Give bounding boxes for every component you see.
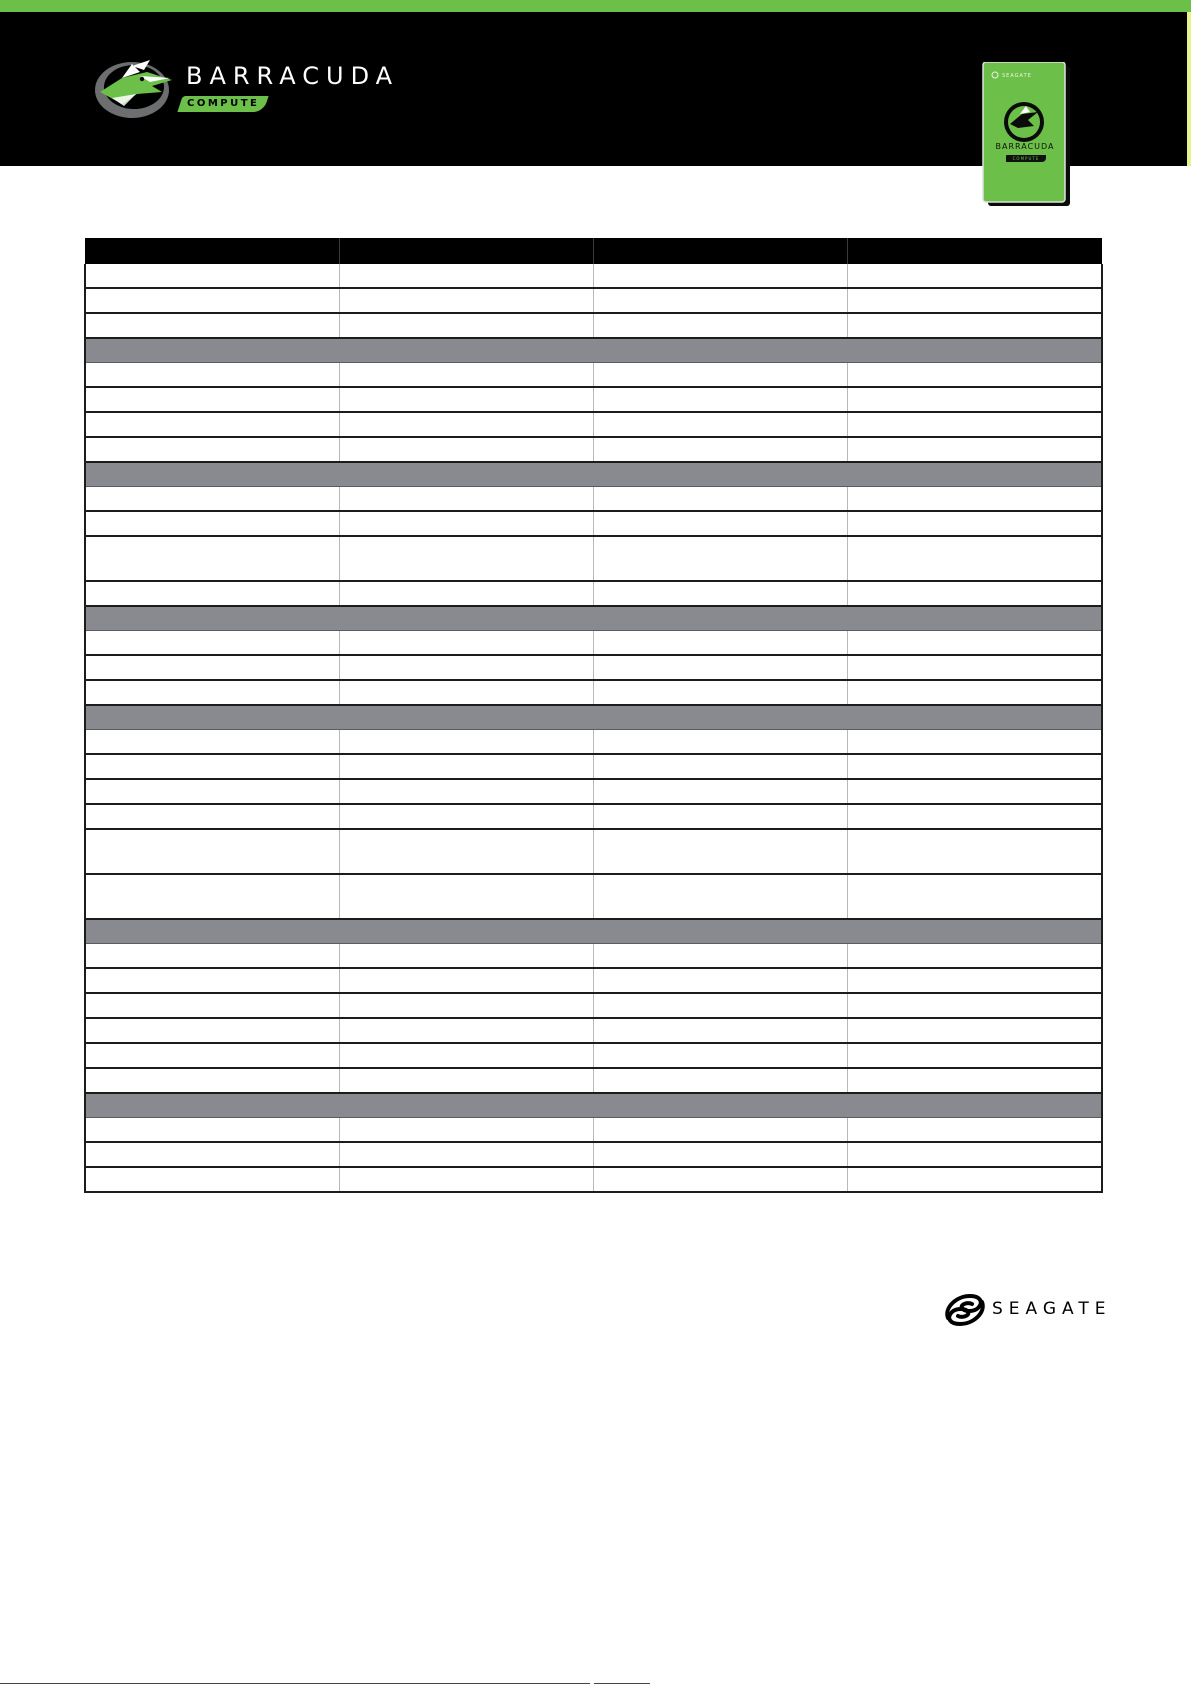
table-row [85, 829, 1102, 874]
product-brand-label: SEAGATE [1002, 73, 1032, 79]
table-cell [848, 1167, 1102, 1192]
table-cell [848, 730, 1102, 755]
table-cell [848, 487, 1102, 512]
table-cell [848, 779, 1102, 804]
table-row [85, 1018, 1102, 1043]
table-cell [339, 993, 593, 1018]
section-header-row [85, 338, 1102, 363]
header-cell [85, 238, 339, 264]
table-cell [85, 680, 339, 705]
section-header-cell [85, 705, 1102, 730]
table-cell [594, 779, 848, 804]
table-cell [85, 536, 339, 581]
table-cell [594, 536, 848, 581]
table-cell [339, 779, 593, 804]
table-row [85, 536, 1102, 581]
product-wordmark: BARRACUDA [995, 142, 1055, 151]
table-cell [339, 680, 593, 705]
section-header-row [85, 705, 1102, 730]
table-cell [594, 968, 848, 993]
table-cell [594, 264, 848, 288]
table-cell [594, 944, 848, 969]
table-cell [85, 874, 339, 919]
table-cell [848, 363, 1102, 388]
table-cell [339, 1018, 593, 1043]
top-accent-stripe [0, 0, 1191, 12]
table-cell [848, 313, 1102, 338]
table-row [85, 511, 1102, 536]
table-row [85, 313, 1102, 338]
table-cell [85, 511, 339, 536]
table-row [85, 944, 1102, 969]
table-cell [848, 387, 1102, 412]
seagate-swirl-icon [942, 1288, 988, 1332]
table-cell [339, 264, 593, 288]
header-cell [339, 238, 593, 264]
barracuda-fish-icon [92, 52, 182, 122]
table-cell [339, 655, 593, 680]
hard-drive-icon [982, 62, 1072, 208]
table-cell [848, 1068, 1102, 1093]
table-cell [339, 313, 593, 338]
table-cell [85, 993, 339, 1018]
table-cell [594, 829, 848, 874]
table-row [85, 1167, 1102, 1192]
spec-table [84, 238, 1103, 1193]
table-row [85, 1142, 1102, 1167]
product-drive-image [982, 62, 1072, 208]
table-cell [594, 581, 848, 606]
table-cell [85, 1018, 339, 1043]
table-cell [85, 730, 339, 755]
table-cell [85, 363, 339, 388]
table-cell [85, 968, 339, 993]
table-cell [848, 264, 1102, 288]
table-cell [848, 1018, 1102, 1043]
footer-rule [594, 1683, 650, 1684]
table-row [85, 655, 1102, 680]
table-row [85, 387, 1102, 412]
table-cell [85, 387, 339, 412]
table-cell [85, 264, 339, 288]
table-row [85, 680, 1102, 705]
table-cell [848, 581, 1102, 606]
header-edge-strip [1187, 12, 1191, 166]
table-cell [848, 536, 1102, 581]
table-cell [594, 511, 848, 536]
table-cell [594, 874, 848, 919]
table-cell [848, 874, 1102, 919]
table-cell [848, 829, 1102, 874]
table-cell [594, 313, 848, 338]
table-cell [85, 487, 339, 512]
section-header-row [85, 606, 1102, 631]
table-cell [339, 1043, 593, 1068]
table-cell [85, 631, 339, 656]
table-cell [594, 1142, 848, 1167]
table-cell [339, 412, 593, 437]
table-cell [848, 968, 1102, 993]
table-cell [339, 511, 593, 536]
table-cell [85, 437, 339, 462]
table-cell [85, 1043, 339, 1068]
table-cell [339, 804, 593, 829]
table-row [85, 412, 1102, 437]
table-cell [339, 363, 593, 388]
section-header-row [85, 919, 1102, 944]
table-row [85, 804, 1102, 829]
table-cell [339, 536, 593, 581]
table-row [85, 754, 1102, 779]
table-row [85, 779, 1102, 804]
table-cell [594, 387, 848, 412]
footer-rule [0, 1683, 590, 1684]
table-cell [339, 387, 593, 412]
table-cell [594, 655, 848, 680]
section-header-cell [85, 1093, 1102, 1118]
table-cell [339, 968, 593, 993]
table-cell [594, 804, 848, 829]
table-row [85, 363, 1102, 388]
table-row [85, 264, 1102, 288]
table-cell [848, 680, 1102, 705]
table-cell [848, 412, 1102, 437]
table-header-row [85, 238, 1102, 264]
table-cell [594, 993, 848, 1018]
table-cell [339, 1167, 593, 1192]
table-cell [848, 804, 1102, 829]
table-cell [339, 829, 593, 874]
table-cell [85, 829, 339, 874]
table-cell [594, 1018, 848, 1043]
section-header-cell [85, 462, 1102, 487]
table-cell [85, 779, 339, 804]
table-cell [848, 993, 1102, 1018]
table-row [85, 288, 1102, 313]
table-cell [339, 730, 593, 755]
table-cell [85, 1118, 339, 1143]
table-row [85, 437, 1102, 462]
compute-badge-label: COMPUTE [186, 98, 260, 109]
table-cell [848, 437, 1102, 462]
table-cell [848, 944, 1102, 969]
header-cell [594, 238, 848, 264]
table-cell [85, 412, 339, 437]
table-cell [339, 1142, 593, 1167]
table-cell [85, 313, 339, 338]
section-header-cell [85, 338, 1102, 363]
table-cell [339, 944, 593, 969]
section-header-cell [85, 919, 1102, 944]
table-row [85, 730, 1102, 755]
table-cell [85, 1068, 339, 1093]
table-cell [848, 511, 1102, 536]
table-cell [85, 581, 339, 606]
barracuda-logo [92, 52, 412, 124]
table-cell [85, 1142, 339, 1167]
table-row [85, 581, 1102, 606]
table-row [85, 1068, 1102, 1093]
table-cell [594, 1118, 848, 1143]
table-row [85, 1118, 1102, 1143]
barracuda-wordmark: BARRACUDA [186, 62, 400, 90]
table-row [85, 631, 1102, 656]
table-cell [594, 730, 848, 755]
table-cell [594, 412, 848, 437]
section-header-row [85, 462, 1102, 487]
table-cell [848, 754, 1102, 779]
table-row [85, 968, 1102, 993]
table-cell [85, 655, 339, 680]
seagate-logo [942, 1288, 1112, 1332]
table-cell [594, 288, 848, 313]
table-cell [848, 288, 1102, 313]
table-cell [848, 631, 1102, 656]
table-cell [848, 1118, 1102, 1143]
table-row [85, 993, 1102, 1018]
table-row [85, 1043, 1102, 1068]
table-cell [85, 288, 339, 313]
table-cell [848, 655, 1102, 680]
table-cell [594, 1068, 848, 1093]
table-cell [85, 1167, 339, 1192]
table-row [85, 874, 1102, 919]
table-cell [339, 754, 593, 779]
table-cell [339, 487, 593, 512]
table-cell [594, 437, 848, 462]
table-cell [594, 1043, 848, 1068]
table-cell [339, 1118, 593, 1143]
table-cell [339, 288, 593, 313]
table-cell [85, 754, 339, 779]
section-header-cell [85, 606, 1102, 631]
table-cell [594, 680, 848, 705]
table-cell [339, 437, 593, 462]
table-cell [594, 631, 848, 656]
seagate-wordmark: SEAGATE [992, 1299, 1112, 1319]
table-cell [594, 363, 848, 388]
compute-badge [177, 96, 268, 112]
table-cell [848, 1142, 1102, 1167]
table-cell [594, 487, 848, 512]
product-compute-badge: COMPUTE [1006, 155, 1046, 162]
table-cell [85, 944, 339, 969]
table-cell [848, 1043, 1102, 1068]
table-cell [594, 1167, 848, 1192]
header-cell [848, 238, 1102, 264]
table-cell [339, 631, 593, 656]
table-cell [339, 1068, 593, 1093]
table-row [85, 487, 1102, 512]
section-header-row [85, 1093, 1102, 1118]
table-cell [594, 754, 848, 779]
table-cell [339, 581, 593, 606]
table-cell [339, 874, 593, 919]
table-cell [85, 804, 339, 829]
